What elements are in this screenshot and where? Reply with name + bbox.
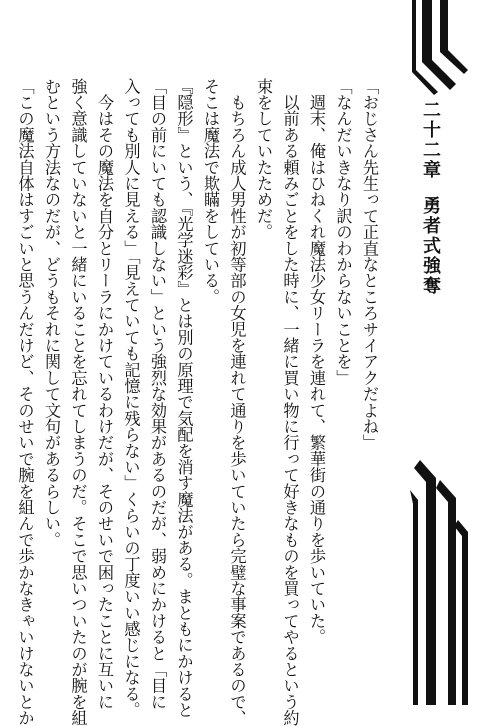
chapter-header: [382, 0, 500, 705]
text-line: 今はその魔法を自分とリーラにかけているわけだが、そのせいで困ったことに互いに: [95, 78, 114, 710]
text-line: 『隠形』という、『光学迷彩』とは別の原理で気配を消す魔法がある。まともにかけると: [174, 78, 194, 718]
text-line: 束をしていたためだ。: [254, 78, 273, 240]
text-line: そこは魔法で欺瞞をしている。: [201, 78, 220, 305]
text-line: 以前ある頼みごとをした時に、一緒に買い物に行って好きなものを買ってやるという約: [280, 78, 300, 726]
text-line: もちろん成人男性が初等部の女児を連れて通りを歩いていたら完璧な事案であるので、: [227, 78, 247, 726]
body-text: [11, 78, 382, 726]
text-line: 「おじさん先生って正直なところサイアクだよね」: [360, 78, 379, 451]
text-line: むという方法なのだが、どうもそれに関して文句があるらしい。: [42, 78, 61, 548]
chapter-title: 勇者式強奪: [420, 196, 441, 296]
bottom-decoration-icon: [410, 460, 470, 705]
text-line: 「なんだいきなり訳のわからないことを」: [333, 78, 353, 386]
chapter-title-block: [417, 100, 443, 296]
chapter-number: 二十二章: [420, 100, 441, 180]
top-decoration-icon: [410, 0, 470, 95]
text-line: 入っても別人に見える」「見えていても記憶に残らない」くらいの丁度いい感じになる。: [121, 78, 141, 718]
text-line: 週末、俺はひねくれ魔法少女リーラを連れて、繁華街の通りを歩いていた。: [307, 78, 326, 645]
text-line: 「この魔法自体はすごいと思うんだけど、そのせいで腕を組んで歩かなきゃいけないとか: [15, 78, 35, 726]
text-line: 強く意識していないと一緒にいることを忘れてしまうのだ。そこで思いついたのが腕を組: [68, 78, 88, 726]
text-line: 「目の前にいても認識しない」という強烈な効果があるのだが、弱めにかけると「目に: [148, 78, 167, 710]
